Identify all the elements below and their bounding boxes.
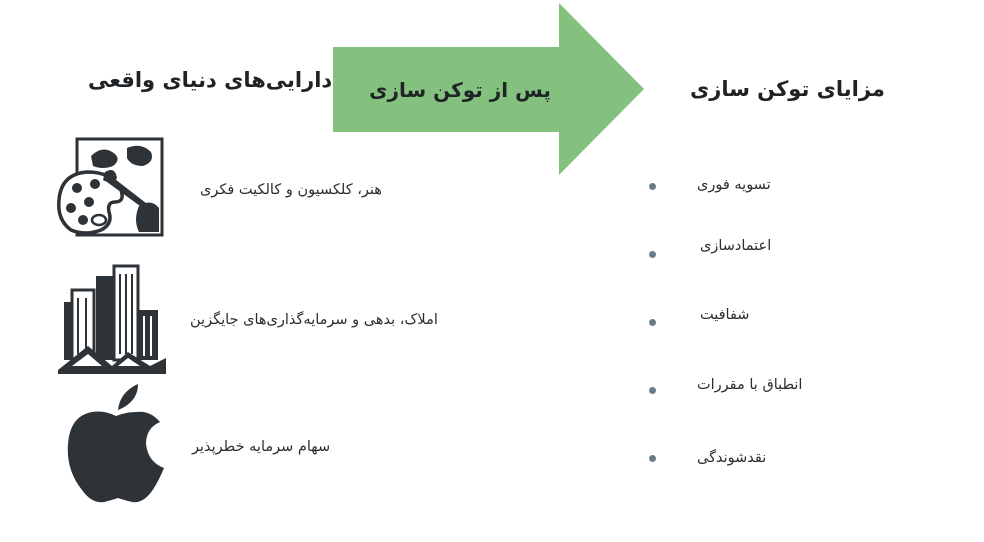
apple-logo-icon <box>64 382 168 506</box>
benefit-bullet <box>649 319 656 326</box>
asset-label-art: هنر، کلکسیون و کالکیت فکری <box>200 182 382 198</box>
benefit-bullet <box>649 387 656 394</box>
asset-label-real-estate: املاک، بدهی و سرمایه‌گذاری‌های جایگزین <box>190 312 438 328</box>
benefit-item-instant-settlement: تسویه فوری <box>697 177 771 193</box>
benefit-bullet <box>649 251 656 258</box>
art-palette-icon <box>55 136 167 242</box>
benefit-item-liquidity: نقدشوندگی <box>697 450 767 466</box>
arrow-title: پس از توکن سازی <box>369 78 551 102</box>
city-buildings-icon <box>58 262 166 374</box>
assets-column-title: دارایی‌های دنیای واقعی <box>88 68 333 92</box>
benefit-item-transparency: شفافیت <box>700 307 750 323</box>
benefit-item-compliance: انطباق با مقررات <box>697 377 803 393</box>
benefit-bullet <box>649 455 656 462</box>
asset-label-equity: سهام سرمایه خطرپذیر <box>192 439 331 455</box>
benefits-column-title: مزایای توکن سازی <box>690 77 885 101</box>
benefit-item-trust: اعتمادسازی <box>700 238 772 254</box>
benefit-bullet <box>649 183 656 190</box>
